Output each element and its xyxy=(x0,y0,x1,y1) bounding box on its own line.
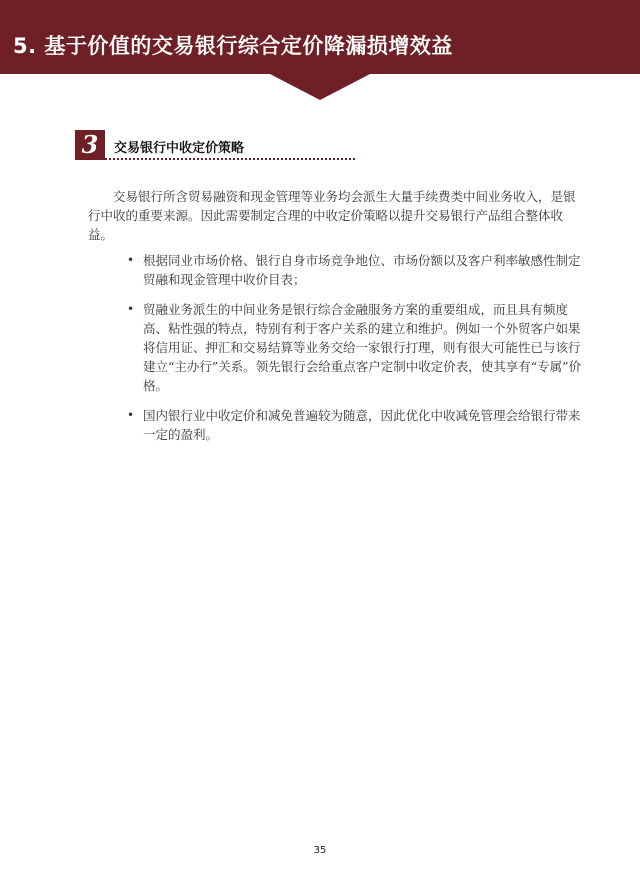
bullet-list xyxy=(125,251,587,455)
bullet-icon: • xyxy=(127,302,135,316)
list-item xyxy=(125,251,587,289)
list-item-text: 国内银行业中收定价和减免普遍较为随意，因此优化中收减免管理会给银行带来一定的盈利。 xyxy=(143,408,581,442)
bullet-icon: • xyxy=(127,253,135,267)
intro-paragraph: 交易银行所含贸易融资和现金管理等业务均会派生大量手续费类中间业务收入，是银行中收的重要来源。因此需要制定合理的中收定价策略以提升交易银行产品组合整体收益。 xyxy=(88,189,576,242)
section-title: 交易银行中收定价策略 xyxy=(114,141,245,156)
page-title: 5. 基于价值的交易银行综合定价降漏损增效益 xyxy=(13,34,453,58)
list-item xyxy=(125,300,587,395)
list-item-text: 贸融业务派生的中间业务是银行综合金融服务方案的重要组成，而且具有频度高、粘性强的特点，特别有利于客户关系的建立和维护。例如一个外贸客户如果将信用证、押汇和交易结算等业务交给一家银行打理，则有很大可能性已与该行建立“主办行”关系。领先银行会给重点客户定制中收定价表，使其享有“专属”价格。 xyxy=(143,302,582,393)
section-divider xyxy=(105,158,355,160)
list-item xyxy=(125,406,587,444)
header-banner xyxy=(0,0,640,100)
bullet-icon: • xyxy=(127,408,135,422)
section-number-badge: 3 xyxy=(75,130,105,160)
page-number: 35 xyxy=(313,845,327,856)
list-item-text: 根据同业市场价格、银行自身市场竞争地位、市场份额以及客户利率敏感性制定贸融和现金管理中收价目表； xyxy=(143,253,581,287)
